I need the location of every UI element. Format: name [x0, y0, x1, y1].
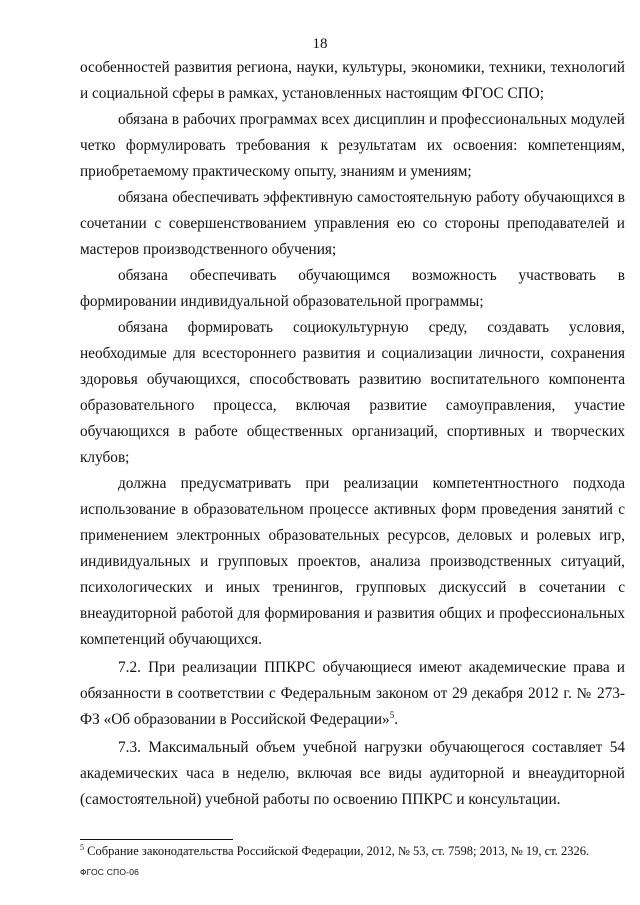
paragraph-sociocultural-environment: обязана формировать социокультурную среду, создавать условия, необходимые для всестороннего развития и социализации личности, сохранения здоровья обучающихся, способствовать развитию воспитательного компонента образовательного процесса, включая развитие самоуправления, участие обучающихся в работе общественных организаций, спортивных и творческих клубов;: [80, 319, 625, 466]
body-text: [80, 55, 625, 813]
paragraph-work-programs: обязана в рабочих программах всех дисциплин и профессиональных модулей четко формулировать требования к результатам их освоения: компетенциям, приобретаемому практическому опыту, знаниям и умениям;: [80, 111, 625, 180]
paragraph-7-2-end: .: [394, 711, 399, 728]
page-number: 18: [312, 36, 328, 52]
footnote-divider: [80, 839, 233, 840]
paragraph-independent-work: обязана обеспечивать эффективную самостоятельную работу обучающихся в сочетании с совершенствованием управления ею со стороны преподавателей и мастеров производственного обучения;: [80, 189, 625, 258]
footnote-marker: 5: [80, 842, 84, 852]
footnote-reference: 5: [389, 709, 395, 720]
paragraph-7-2-text: 7.2. При реализации ППКРС обучающиеся имеют академические права и обязанности в соответствии с Федеральным законом от 29 декабря 2012 г. № 273-ФЗ «Об образовании в Российской Федерации»: [80, 659, 625, 728]
paragraph-7-2: [80, 655, 625, 733]
footnote: [80, 843, 625, 859]
paragraph-active-forms: должна предусматривать при реализации компетентностного подхода использование в образовательном процессе активных форм проведения занятий с применением электронных образовательных ресурсов, деловых и ролевых игр, индивидуальных и групповых проектов, анализа производственных ситуаций, психологических и иных тренингов, групповых дискуссий в сочетании с внеаудиторной работой для формирования и развития общих и профессиональных компетенций обучающихся.: [80, 475, 625, 648]
document-footer: ФГОС СПО-06: [80, 867, 140, 877]
footnote-text: Собрание законодательства Российской Федерации, 2012, № 53, ст. 7598; 2013, № 19, ст. 2326.: [84, 844, 590, 858]
paragraph-continuation: особенностей развития региона, науки, культуры, экономики, техники, технологий и социальной сферы в рамках, установленных настоящим ФГОС СПО;: [80, 59, 625, 102]
paragraph-individual-program: обязана обеспечивать обучающимся возможность участвовать в формировании индивидуальной образовательной программы;: [80, 267, 625, 310]
paragraph-7-3: 7.3. Максимальный объем учебной нагрузки обучающегося составляет 54 академических часа в неделю, включая все виды аудиторной и внеаудиторной (самостоятельной) учебной работы по освоению ППКРС и консультации.: [80, 739, 625, 808]
